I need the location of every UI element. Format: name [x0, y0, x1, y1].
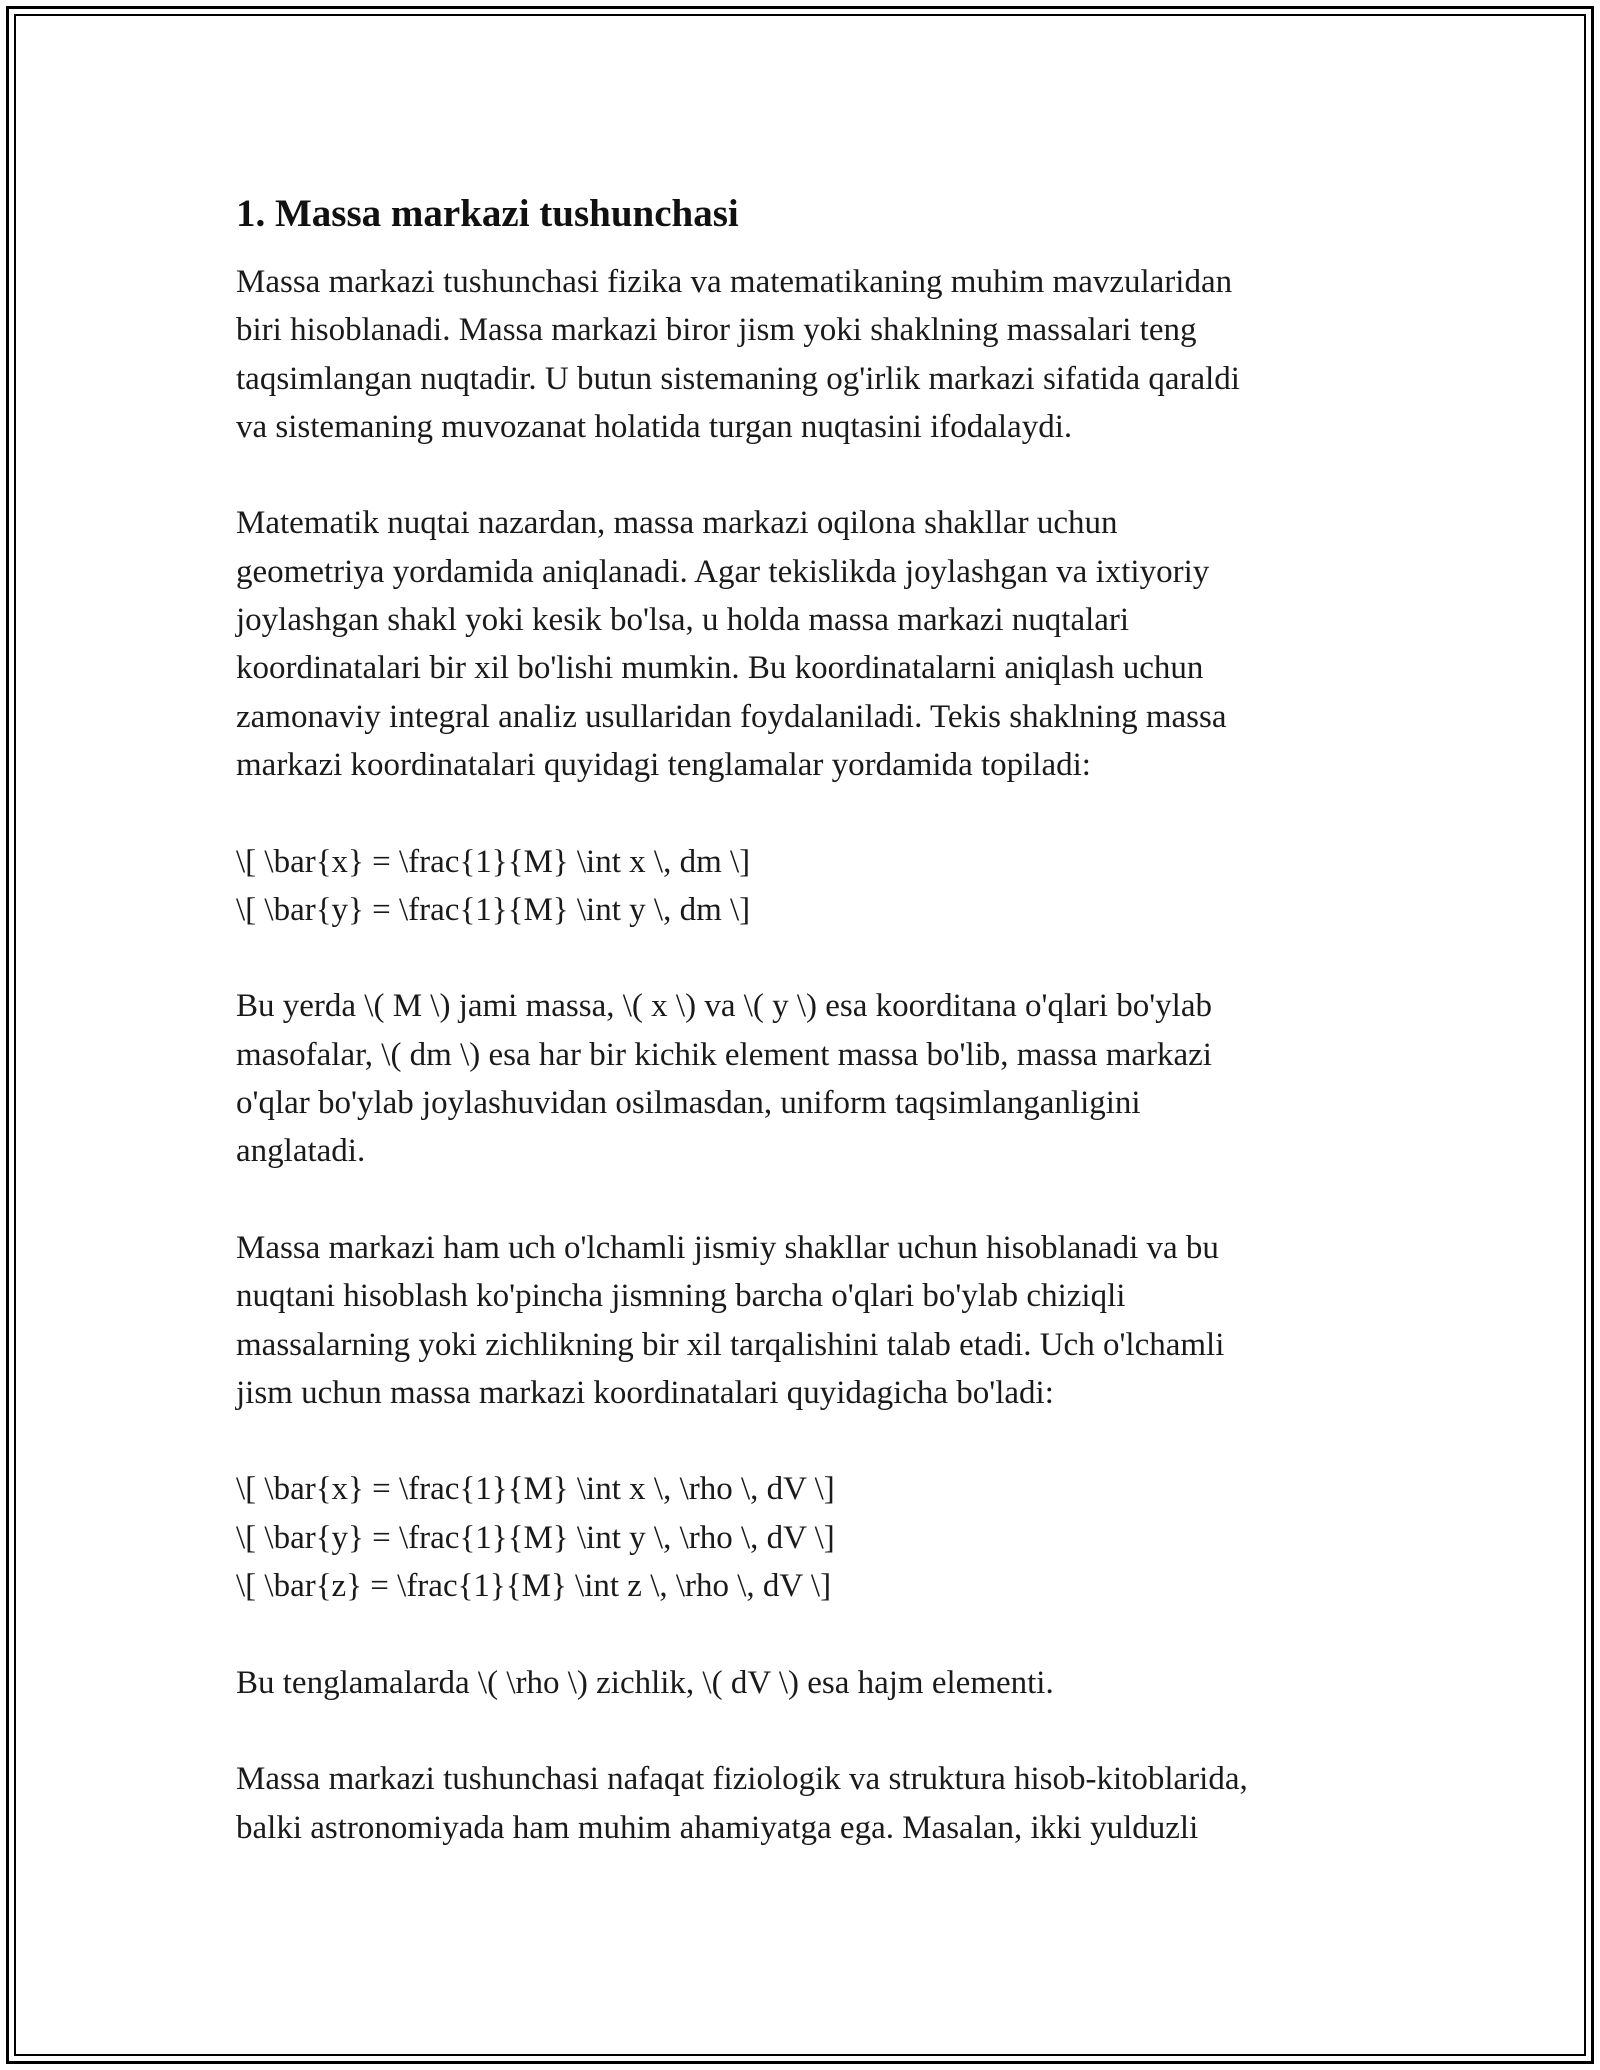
text-line: va sistemaning muvozanat holatida turgan nuqtasini ifodalaydi. [236, 408, 1073, 445]
text-line: massalarning yoki zichlikning bir xil tarqalishini talab etadi. Uch o'lchamli [236, 1326, 1225, 1363]
paragraph-astronomy [236, 1755, 1386, 1852]
equation-line: \[ \bar{z} = \frac{1}{M} \int z \, \rho \, dV \] [236, 1568, 832, 1605]
paragraph-intro [236, 258, 1386, 451]
text-line: koordinatalari bir xil bo'lishi mumkin. Bu koordinatalarni aniqlash uchun [236, 650, 1204, 687]
paragraph-variables [236, 982, 1386, 1175]
equations-3d [236, 1465, 1386, 1610]
text-line: Massa markazi tushunchasi nafaqat fiziologik va struktura hisob-kitoblarida, [236, 1761, 1248, 1798]
text-line: zamonaviy integral analiz usullaridan foydalaniladi. Tekis shaklning massa [236, 698, 1227, 735]
text-line: markazi koordinatalari quyidagi tenglamalar yordamida topiladi: [236, 746, 1091, 783]
equations-2d [236, 838, 1386, 935]
text-line: geometriya yordamida aniqlanadi. Agar tekislikda joylashgan va ixtiyoriy [236, 553, 1210, 590]
section-heading: 1. Massa markazi tushunchasi [236, 192, 739, 235]
paragraph-density [236, 1659, 1386, 1707]
document-body [236, 186, 1386, 1900]
text-line: masofalar, \( dm \) esa har bir kichik element massa bo'lib, massa markazi [236, 1036, 1212, 1073]
text-line: jism uchun massa markazi koordinatalari quyidagicha bo'ladi: [236, 1374, 1054, 1411]
text-line: nuqtani hisoblash ko'pincha jismning barcha o'qlari bo'ylab chiziqli [236, 1278, 1126, 1315]
text-line: anglatadi. [236, 1133, 366, 1170]
text-line: biri hisoblanadi. Massa markazi biror jism yoki shaklning massalari teng [236, 312, 1197, 349]
equation-line: \[ \bar{y} = \frac{1}{M} \int y \, dm \] [236, 891, 751, 928]
text-line: Bu yerda \( M \) jami massa, \( x \) va \( y \) esa koorditana o'qlari bo'ylab [236, 988, 1212, 1025]
paragraph-math-view [236, 499, 1386, 789]
text-line: Matematik nuqtai nazardan, massa markazi oqilona shakllar uchun [236, 505, 1118, 542]
text-line: Massa markazi ham uch o'lchamli jismiy shakllar uchun hisoblanadi va bu [236, 1229, 1219, 1266]
equation-line: \[ \bar{x} = \frac{1}{M} \int x \, dm \] [236, 843, 751, 880]
text-line: balki astronomiyada ham muhim ahamiyatga ega. Masalan, ikki yulduzli [236, 1809, 1199, 1846]
text-line: Massa markazi tushunchasi fizika va matematikaning muhim mavzularidan [236, 264, 1233, 300]
text-line: joylashgan shakl yoki kesik bo'lsa, u holda massa markazi nuqtalari [236, 602, 1130, 639]
text-line: o'qlar bo'ylab joylashuvidan osilmasdan, uniform taqsimlanganligini [236, 1085, 1141, 1122]
equation-line: \[ \bar{y} = \frac{1}{M} \int y \, \rho \, dV \] [236, 1519, 835, 1556]
paragraph-3d [236, 1224, 1386, 1417]
text-line: Bu tenglamalarda \( \rho \) zichlik, \( dV \) esa hajm elementi. [236, 1664, 1054, 1701]
text-line: taqsimlangan nuqtadir. U butun sistemaning og'irlik markazi sifatida qaraldi [236, 360, 1240, 397]
equation-line: \[ \bar{x} = \frac{1}{M} \int x \, \rho \, dV \] [236, 1471, 835, 1508]
